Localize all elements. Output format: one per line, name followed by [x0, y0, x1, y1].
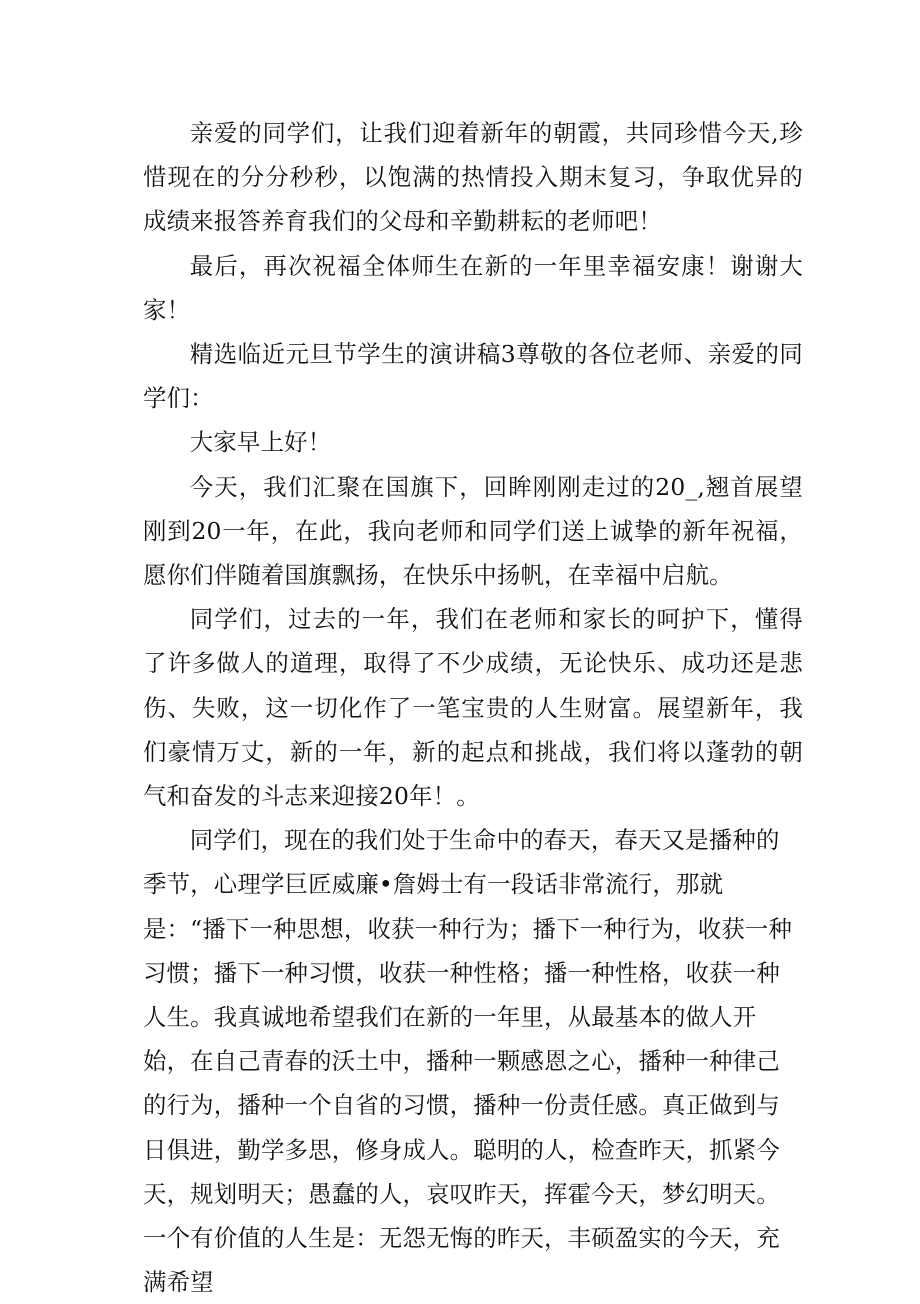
- paragraph-3: 精选临近元旦节学生的演讲稿3尊敬的各位老师、亲爱的同学们：: [143, 340, 803, 413]
- paragraph-2: 最后，再次祝福全体师生在新的一年里幸福安康！谢谢大家！: [143, 251, 803, 324]
- paragraph-1: 亲爱的同学们，让我们迎着新年的朝霞，共同珍惜今天,珍惜现在的分分秒秒，以饱满的热情投入期末复习，争取优异的成绩来报答养育我们的父母和辛勤耕耘的老师吧！: [143, 119, 803, 236]
- paragraph-6: 同学们，过去的一年，我们在老师和家长的呵护下，懂得了许多做人的道理，取得了不少成绩，无论快乐、成功还是悲伤、失败，这一切化作了一笔宝贵的人生财富。展望新年，我们豪情万丈，新的一年，新的起点和挑战，我们将以蓬勃的朝气和奋发的斗志来迎接20年！。: [143, 605, 803, 811]
- paragraph-4: 大家早上好！: [189, 428, 332, 457]
- paragraph-7: 同学们，现在的我们处于生命中的春天，春天又是播种的季节，心理学巨匠威廉•詹姆士有一段话非常流行，那就是：“播下一种思想，收获一种行为；播下一种行为，收获一种习惯；播下一种习惯，收获一种性格；播一种性格，收获一种人生。我真诚地希望我们在新的一年里，从最基本的做人开始，在自己青春的沃土中，播种一颗感恩之心，播种一种律己的行为，播种一个自省的习惯，播种一份责任感。真正做到与日俱进，勤学多思，修身成人。聪明的人，检查昨天，抓紧今天，规划明天；愚蠢的人，哀叹昨天，挥霍今天，梦幻明天。一个有价值的人生是：无怨无悔的昨天，丰硕盈实的今天，充满希望: [143, 826, 793, 1297]
- document-body: [143, 111, 803, 1304]
- paragraph-5: 今天，我们汇聚在国旗下，回眸刚刚走过的20_,翘首展望刚到20一年，在此，我向老师和同学们送上诚挚的新年祝福，愿你们伴随着国旗飘扬，在快乐中扬帆，在幸福中启航。: [143, 472, 803, 590]
